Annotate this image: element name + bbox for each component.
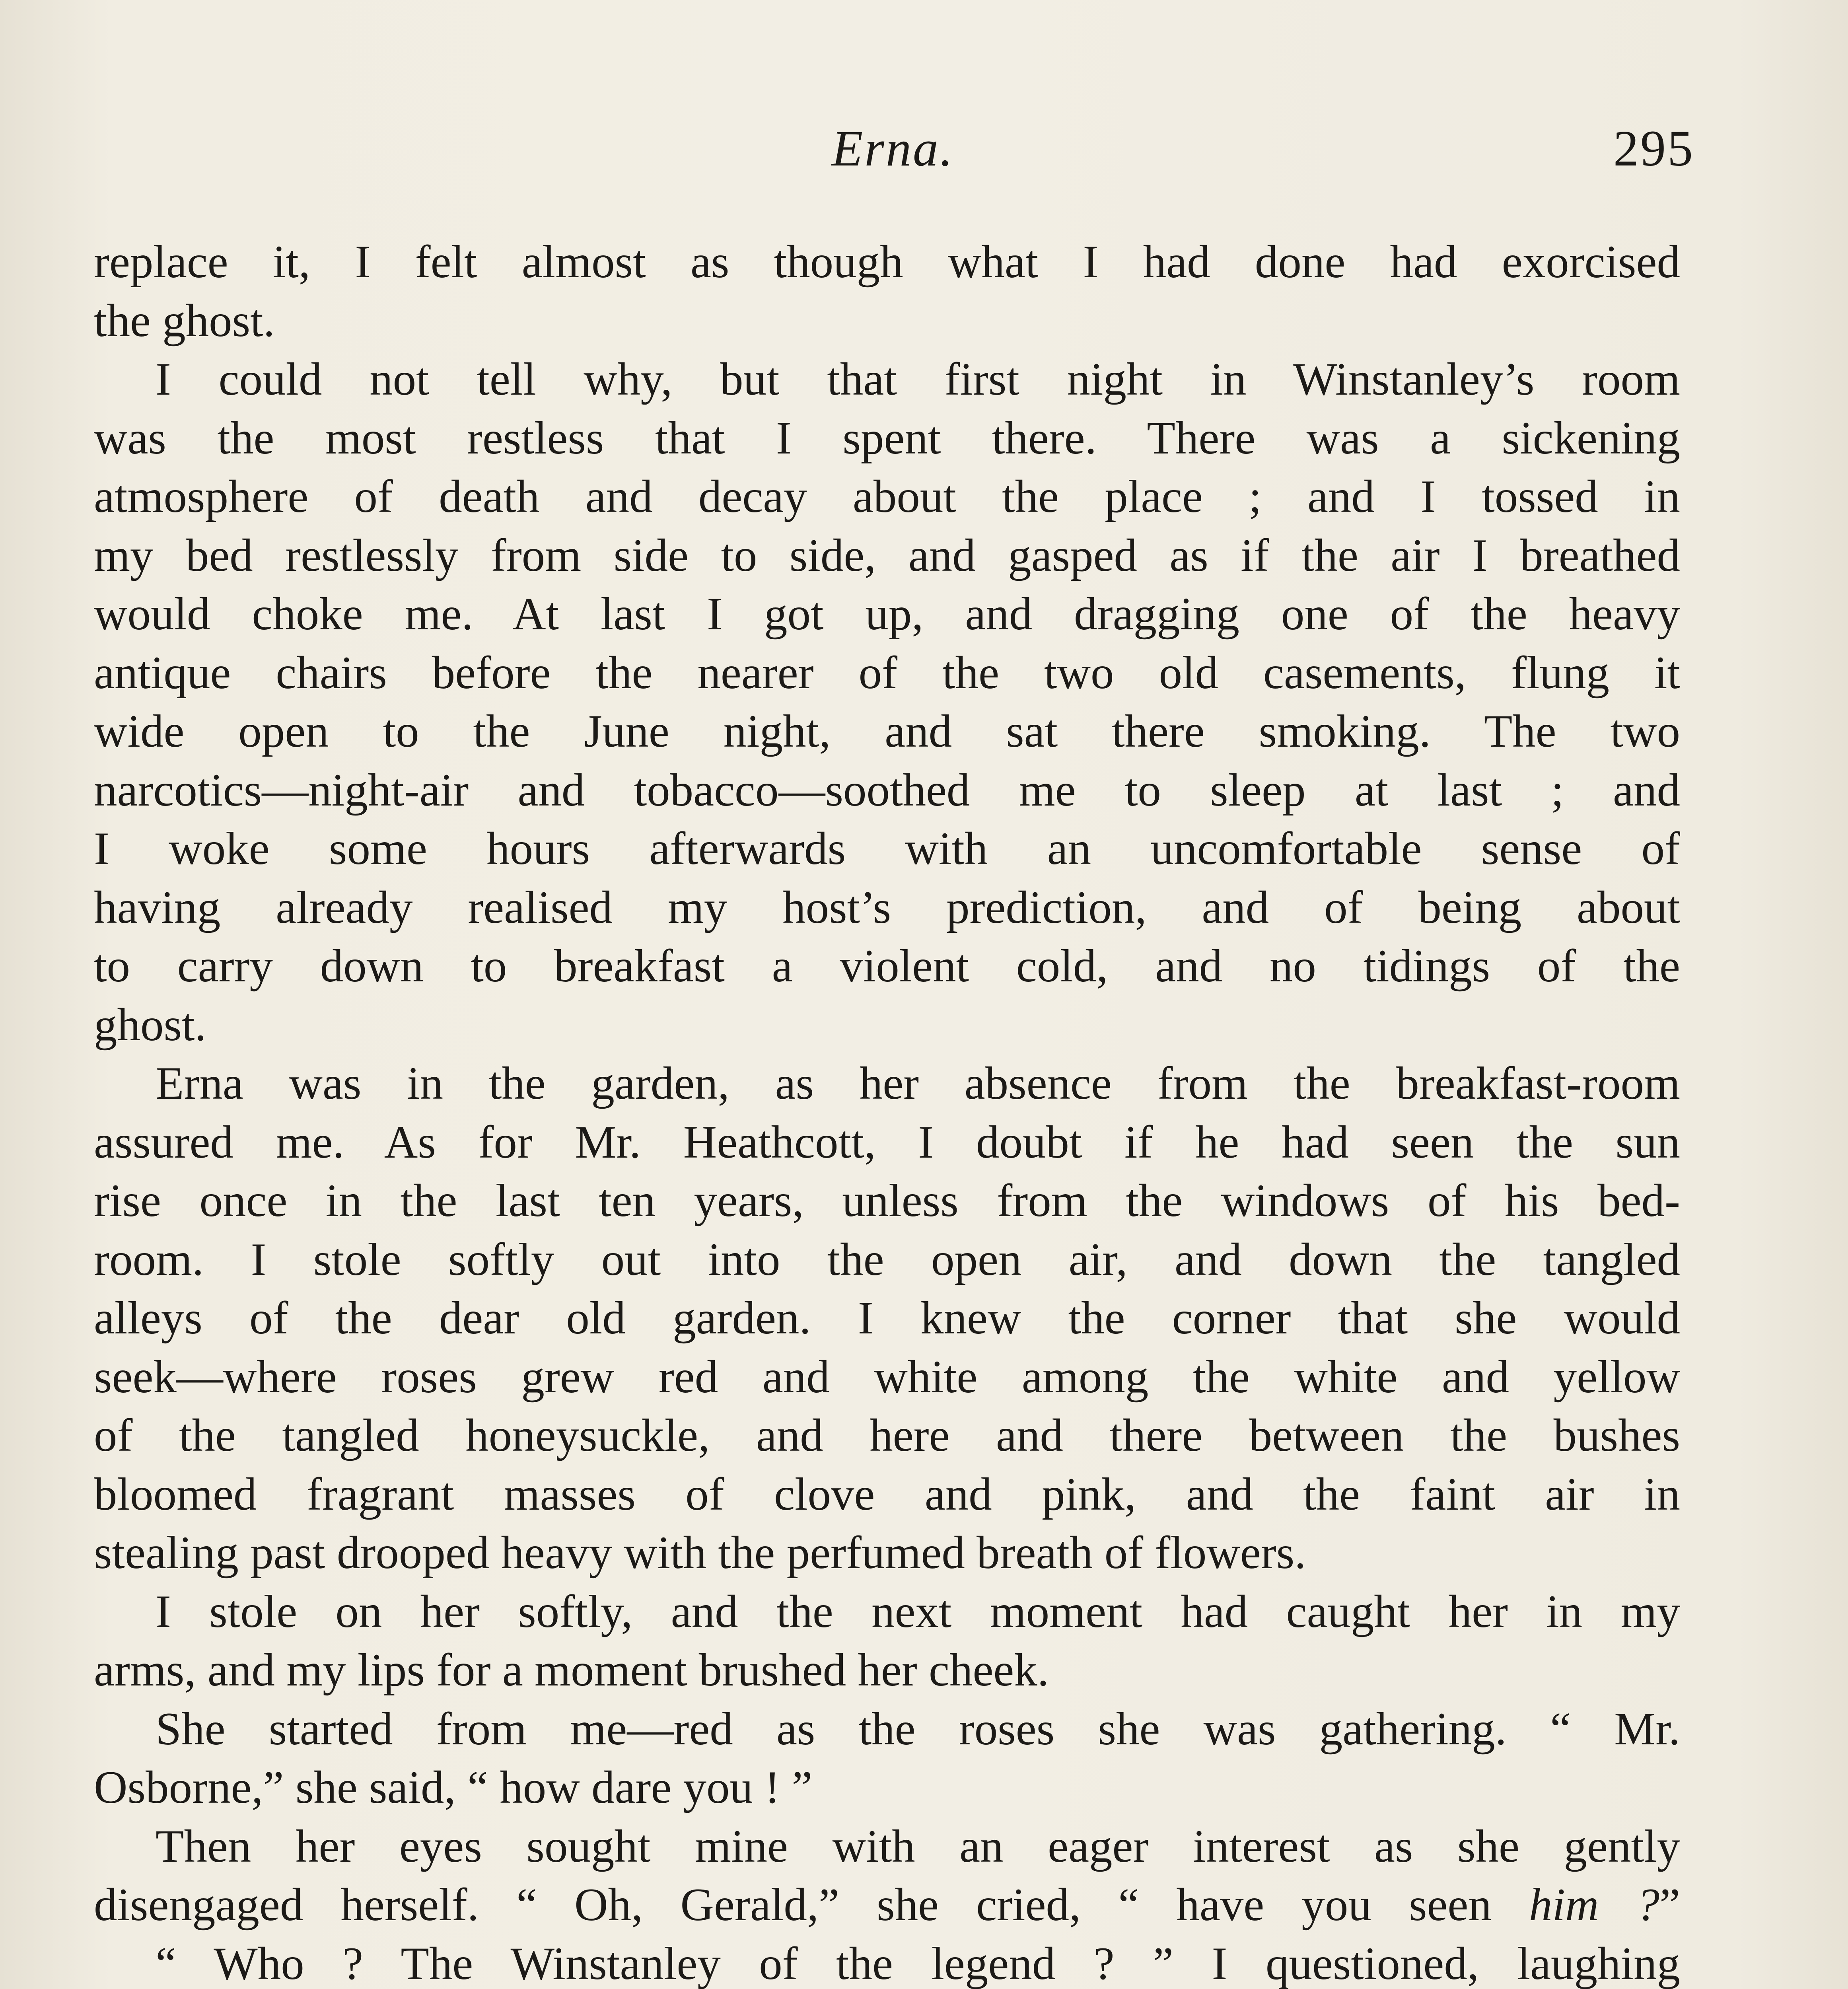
text-line: of the tangled honeysuckle, and here and there between the bushes <box>94 1410 1680 1461</box>
text-line: replace it, I felt almost as though what I had done had exorcised <box>94 236 1680 288</box>
text-line: my bed restlessly from side to side, and gasped as if the air I breathed <box>94 529 1680 581</box>
text-line: the ghost. <box>94 295 275 346</box>
text-line: I could not tell why, but that first night in Winstanley’s room <box>156 354 1680 405</box>
text-line: antique chairs before the nearer of the two old casements, flung it <box>94 647 1680 699</box>
closing-quote: ” <box>1659 1879 1680 1931</box>
text-line: Osborne,” she said, “ how dare you ! ” <box>94 1762 813 1813</box>
text-line: seek—where roses grew red and white among the white and yellow <box>94 1351 1680 1403</box>
text-line: assured me. As for Mr. Heathcott, I doubt if he had seen the sun <box>94 1116 1680 1168</box>
text-line <box>94 1876 1680 1935</box>
text-line: She started from me—red as the roses she was gathering. “ Mr. <box>156 1703 1680 1755</box>
emphasis-him: him ? <box>1529 1879 1660 1931</box>
text-line: alleys of the dear old garden. I knew the corner that she would <box>94 1292 1680 1344</box>
text-line: room. I stole softly out into the open air, and down the tangled <box>94 1234 1680 1285</box>
text-line: stealing past drooped heavy with the perfumed breath of flowers. <box>94 1527 1306 1578</box>
text-line: “ Who ? The Winstanley of the legend ? ” I questioned, laughing <box>156 1938 1680 1989</box>
running-head: Erna. <box>832 120 954 177</box>
text-line: bloomed fragrant masses of clove and pink, and the faint air in <box>94 1468 1680 1520</box>
text-line: ghost. <box>94 999 206 1051</box>
text-line: I woke some hours afterwards with an uncomfortable sense of <box>94 823 1680 874</box>
text-line: Erna was in the garden, as her absence from the breakfast-room <box>156 1058 1680 1109</box>
text-line: narcotics—night-air and tobacco—soothed me to sleep at last ; and <box>94 764 1680 816</box>
text-line: atmosphere of death and decay about the place ; and I tossed in <box>94 471 1680 522</box>
text-line: Then her eyes sought mine with an eager interest as she gently <box>156 1820 1680 1872</box>
page-header <box>91 119 1694 187</box>
page-number: 295 <box>1613 120 1694 177</box>
text-line: I stole on her softly, and the next moment had caught her in my <box>156 1586 1680 1637</box>
text-line: would choke me. At last I got up, and dragging one of the heavy <box>94 588 1680 640</box>
text-line: was the most restless that I spent there. There was a sickening <box>94 412 1680 464</box>
text-line: having already realised my host’s prediction, and of being about <box>94 882 1680 933</box>
body-text <box>94 233 1680 1989</box>
text-line-main: disengaged herself. “ Oh, Gerald,” she cried, “ have you seen <box>94 1879 1492 1931</box>
text-line: arms, and my lips for a moment brushed her cheek. <box>94 1645 1049 1696</box>
text-line: to carry down to breakfast a violent cold, and no tidings of the <box>94 940 1680 992</box>
text-line: wide open to the June night, and sat there smoking. The two <box>94 706 1680 757</box>
text-line: rise once in the last ten years, unless from the windows of his bed- <box>94 1175 1680 1226</box>
